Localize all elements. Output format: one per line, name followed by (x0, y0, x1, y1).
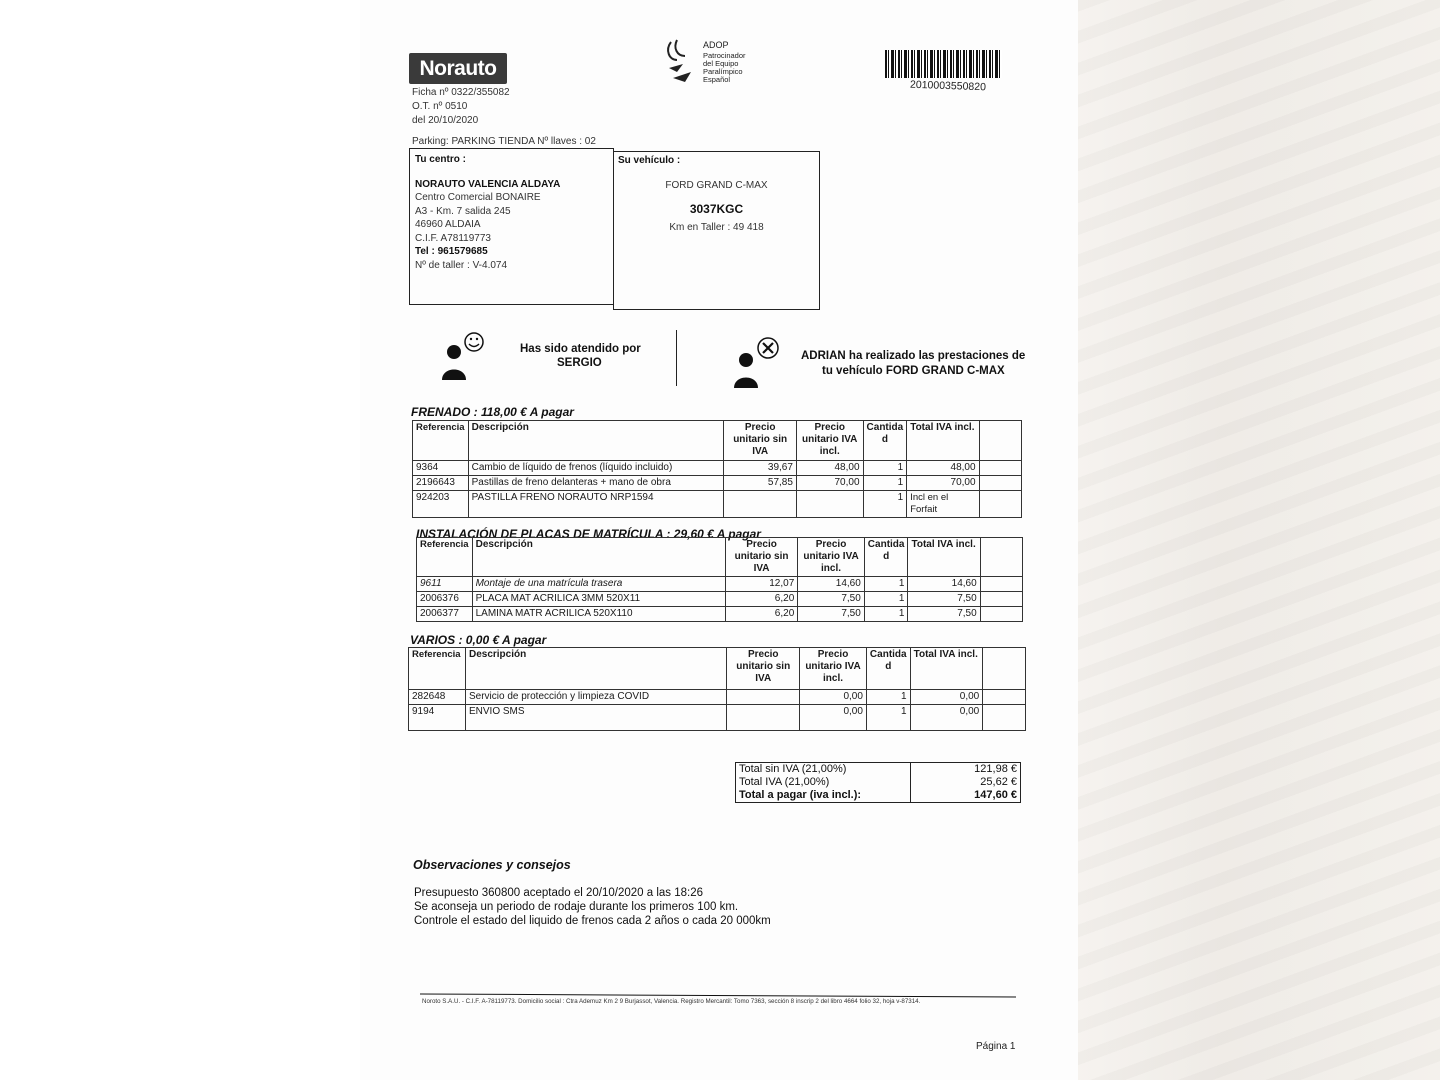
cell-desc: ENVIO SMS (465, 705, 726, 731)
section-title: FRENADO : 118,00 € A pagar (411, 405, 574, 419)
vehicle-plate: 3037KGC (689, 202, 744, 216)
observacion-line: Controle el estado del liquido de frenos cada 2 años o cada 20 000km (414, 915, 771, 927)
staff-divider (676, 330, 677, 386)
items-table (408, 647, 1026, 731)
items-table (412, 420, 1022, 518)
cell-total: 7,50 (908, 607, 980, 622)
cell-pu-sin: 6,20 (725, 607, 797, 622)
cell-ref: 2006377 (417, 607, 473, 622)
cell-desc: PASTILLA FRENO NORAUTO NRP1594 (468, 491, 724, 518)
col-extra (980, 538, 1022, 577)
col-qty: Cantida d (866, 648, 910, 690)
ot-number: O.T. nº 0510 (412, 101, 468, 112)
cell-extra (979, 476, 1021, 491)
cell-total: 48,00 (907, 461, 979, 476)
cell-pu-incl (796, 491, 863, 518)
col-desc: Descripción (468, 421, 724, 461)
cell-total: Incl en el Forfait (907, 491, 979, 518)
footer-divider (420, 993, 1016, 997)
mechanic-label-1: ADRIAN ha realizado las prestaciones de (801, 350, 1026, 362)
cell-extra (980, 592, 1022, 607)
centro-heading: Tu centro : (415, 154, 466, 165)
mechanic-label-2: tu vehículo FORD GRAND C-MAX (822, 365, 1005, 377)
cell-total: 70,00 (907, 476, 979, 491)
col-desc: Descripción (465, 648, 726, 690)
table-row (409, 705, 1026, 731)
vehiculo-heading: Su vehículo : (618, 155, 681, 166)
background-fabric (1075, 0, 1440, 1080)
cell-pu-incl: 70,00 (796, 476, 863, 491)
col-ref: Referencia (413, 421, 469, 461)
cell-ref: 2006376 (417, 592, 473, 607)
total-iva-label: Total IVA (21,00%) (736, 776, 911, 789)
table-header (409, 648, 1026, 690)
total-sin-iva-value: 121,98 € (911, 763, 1021, 777)
section-title: INSTALACIÓN DE PLACAS DE MATRÍCULA : 29,60 € A pagar (416, 527, 761, 541)
totals-table (735, 762, 1021, 803)
observaciones-heading: Observaciones y consejos (413, 858, 571, 872)
cell-total: 14,60 (908, 577, 980, 592)
cell-desc: Pastillas de freno delanteras + mano de obra (468, 476, 724, 491)
cell-extra (983, 705, 1026, 731)
barcode (885, 50, 1002, 78)
col-extra (979, 421, 1021, 461)
table-row (413, 491, 1022, 518)
centro-cif: C.I.F. A78119773 (415, 233, 491, 244)
cell-desc: LAMINA MATR ACRILICA 520X110 (472, 607, 725, 622)
cell-qty: 1 (864, 592, 908, 607)
background-left (0, 0, 360, 1080)
cell-extra (980, 607, 1022, 622)
col-qty: Cantida d (863, 421, 907, 461)
cell-ref: 9194 (409, 705, 466, 731)
cell-desc: PLACA MAT ACRILICA 3MM 520X11 (472, 592, 725, 607)
col-pu-sin: Precio unitario sin IVA (724, 421, 797, 461)
observacion-line: Presupuesto 360800 aceptado el 20/10/2020 a las 18:26 (414, 887, 704, 899)
advisor-name: SERGIO (557, 357, 602, 369)
vehicle-model: FORD GRAND C-MAX (665, 180, 768, 191)
section-title: VARIOS : 0,00 € A pagar (410, 633, 547, 647)
footer-legal: Noroto S.A.U. - C.I.F. A-78119773. Domicilio social : Ctra Ademuz Km 2 9 Burjassot, Valencia. Registro Mercantil: Tomo 7363, sección 8 inscrip 2 del libro 4664 folio 32, hoja v-87314. (422, 998, 921, 1005)
cell-total: 0,00 (910, 690, 983, 705)
cell-ref: 9611 (417, 577, 473, 592)
col-total: Total IVA incl. (910, 648, 983, 690)
col-pu-incl: Precio unitario IVA incl. (796, 421, 863, 461)
cell-extra (980, 577, 1022, 592)
cell-pu-sin: 39,67 (724, 461, 797, 476)
cell-qty: 1 (864, 607, 908, 622)
cell-total: 7,50 (908, 592, 980, 607)
total-row (736, 776, 1021, 789)
adop-line: del Equipo (703, 59, 739, 68)
cell-qty: 1 (863, 461, 907, 476)
tel-number: 961579685 (437, 246, 488, 257)
ficha-number: Ficha nº 0322/355082 (412, 87, 510, 98)
cell-qty: 1 (866, 690, 910, 705)
total-pagar-label: Total a pagar (iva incl.): (736, 789, 911, 803)
table-row (417, 577, 1023, 592)
adop-line: Paralímpico (703, 67, 743, 76)
cell-qty: 1 (863, 491, 907, 518)
cell-pu-sin: 6,20 (725, 592, 797, 607)
adop-logo-icon (665, 38, 695, 84)
adop-title: ADOP (703, 40, 729, 50)
tel-label: Tel : (415, 246, 435, 257)
invoice-sheet (360, 0, 1078, 1080)
cell-extra (979, 461, 1021, 476)
centro-box (409, 148, 614, 305)
adop-caption (703, 41, 746, 84)
total-pagar-value: 147,60 € (911, 789, 1021, 803)
col-qty: Cantida d (864, 538, 908, 577)
col-desc: Descripción (472, 538, 725, 577)
cell-pu-sin (727, 705, 800, 731)
adop-line: Patrocinador (703, 51, 746, 60)
mechanic-tools-icon (732, 336, 782, 390)
cell-pu-incl: 0,00 (800, 690, 867, 705)
col-ref: Referencia (417, 538, 473, 577)
centro-address-2: A3 - Km. 7 salida 245 (415, 206, 511, 217)
advisor-smile-icon (440, 330, 488, 382)
table-row (417, 592, 1023, 607)
col-pu-sin: Precio unitario sin IVA (725, 538, 797, 577)
table-row (409, 690, 1026, 705)
page-number: Página 1 (976, 1041, 1016, 1052)
cell-pu-sin: 57,85 (724, 476, 797, 491)
cell-extra (979, 491, 1021, 518)
cell-pu-sin (724, 491, 797, 518)
total-iva-value: 25,62 € (911, 776, 1021, 789)
col-pu-incl: Precio unitario IVA incl. (798, 538, 865, 577)
adop-line: Español (703, 75, 731, 84)
cell-ref: 2196643 (413, 476, 469, 491)
parking-info: Parking: PARKING TIENDA Nº llaves : 02 (412, 136, 596, 147)
table-row (413, 476, 1022, 491)
cell-ref: 924203 (413, 491, 469, 518)
centro-tel (415, 246, 488, 257)
col-ref: Referencia (409, 648, 466, 690)
cell-pu-sin: 12,07 (725, 577, 797, 592)
barcode-number: 2010003550820 (909, 78, 987, 94)
vehiculo-box (613, 151, 820, 310)
observacion-line: Se aconseja un periodo de rodaje durante los primeros 100 km. (414, 901, 739, 913)
col-pu-incl: Precio unitario IVA incl. (800, 648, 867, 690)
col-total: Total IVA incl. (907, 421, 979, 461)
cell-ref: 282648 (409, 690, 466, 705)
total-row (736, 763, 1021, 777)
cell-desc: Cambio de líquido de frenos (líquido incluido) (468, 461, 724, 476)
table-header (417, 538, 1023, 577)
centro-taller: Nº de taller : V-4.074 (415, 260, 508, 271)
table-header (413, 421, 1022, 461)
total-row (736, 789, 1021, 803)
col-extra (983, 648, 1026, 690)
cell-qty: 1 (866, 705, 910, 731)
cell-desc: Servicio de protección y limpieza COVID (465, 690, 726, 705)
total-sin-iva-label: Total sin IVA (21,00%) (736, 763, 911, 777)
cell-qty: 1 (863, 476, 907, 491)
table-row (413, 461, 1022, 476)
cell-ref: 9364 (413, 461, 469, 476)
col-pu-sin: Precio unitario sin IVA (727, 648, 800, 690)
norauto-logo: Norauto (409, 53, 507, 84)
cell-pu-sin (727, 690, 800, 705)
items-table (416, 537, 1023, 622)
col-total: Total IVA incl. (908, 538, 980, 577)
centro-address-1: Centro Comercial BONAIRE (415, 192, 541, 203)
order-date: del 20/10/2020 (412, 115, 479, 126)
vehicle-km: Km en Taller : 49 418 (669, 222, 764, 233)
cell-pu-incl: 0,00 (800, 705, 867, 731)
table-row (417, 607, 1023, 622)
cell-qty: 1 (864, 577, 908, 592)
cell-desc: Montaje de una matrícula trasera (472, 577, 725, 592)
cell-pu-incl: 48,00 (796, 461, 863, 476)
cell-total: 0,00 (910, 705, 983, 731)
centro-address-3: 46960 ALDAIA (415, 219, 481, 230)
cell-pu-incl: 14,60 (798, 577, 865, 592)
cell-pu-incl: 7,50 (798, 607, 865, 622)
centro-name: NORAUTO VALENCIA ALDAYA (415, 179, 561, 190)
cell-extra (983, 690, 1026, 705)
cell-pu-incl: 7,50 (798, 592, 865, 607)
attended-by-label: Has sido atendido por (520, 343, 641, 355)
